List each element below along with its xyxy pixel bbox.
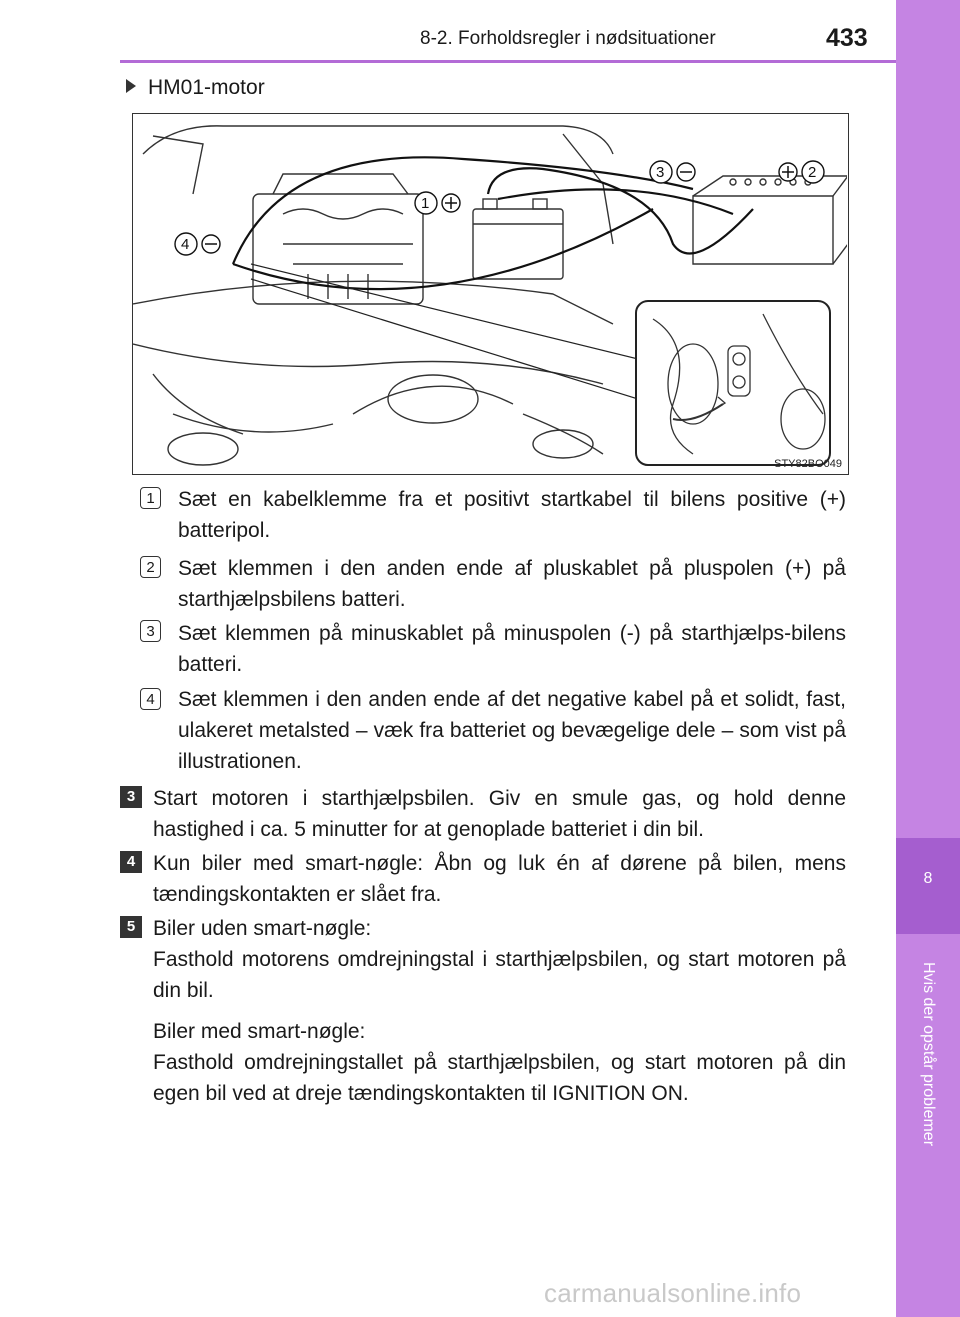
triangle-bullet-icon xyxy=(126,79,136,93)
step-line: Biler uden smart-nøgle: xyxy=(153,917,372,940)
callout-2: 2 xyxy=(808,164,817,181)
callout-4: 4 xyxy=(181,236,190,253)
header-rule xyxy=(120,60,896,63)
chapter-number: 8 xyxy=(923,870,933,887)
step-line: Fasthold motorens omdrejningstal i starthjælpsbilen, og start motoren på din bil. xyxy=(153,948,846,1002)
jump-start-illustration xyxy=(132,113,849,475)
engine-bay-drawing xyxy=(133,114,847,473)
substep-badge: 1 xyxy=(140,487,161,509)
watermark: carmanualsonline.info xyxy=(544,1278,802,1308)
page-number: 433 xyxy=(826,24,868,52)
step-text: Kun biler med smart-nøgle: Åbn og luk én af dørene på bilen, mens tændingskontakten er slået fra. xyxy=(153,852,846,906)
step-badge: 4 xyxy=(120,851,142,873)
step-badge: 3 xyxy=(120,786,142,808)
step-line: Biler med smart-nøgle: xyxy=(153,1020,366,1043)
substep-badge: 4 xyxy=(140,688,161,710)
substep-text: Sæt klemmen på minuskablet på minuspolen (-) på starthjælps-bilens batteri. xyxy=(178,622,846,676)
step-badge: 5 xyxy=(120,916,142,938)
subheading-text: HM01-motor xyxy=(148,76,265,99)
callout-3: 3 xyxy=(656,164,665,181)
step-text: Start motoren i starthjælpsbilen. Giv en smule gas, og hold denne hastighed i ca. 5 minutter for at genoplade batteriet i din bil. xyxy=(153,787,846,841)
substep-text: Sæt klemmen i den anden ende af pluskablet på pluspolen (+) på starthjælpsbilens batteri. xyxy=(178,557,846,611)
callout-1: 1 xyxy=(421,195,430,212)
substep-badge: 2 xyxy=(140,556,161,578)
step-text xyxy=(153,913,846,1109)
substep-badge: 3 xyxy=(140,620,161,642)
section-title: 8-2. Forholdsregler i nødsituationer xyxy=(420,28,716,49)
substep-text: Sæt en kabelklemme fra et positivt startkabel til bilens positive (+) batteripol. xyxy=(178,488,846,542)
chapter-title: Hvis der opstår problemer xyxy=(920,961,937,1147)
step-line: Fasthold omdrejningstallet på starthjælpsbilen, og start motoren på din egen bil ved at dreje tændingskontakten til IGNITION ON. xyxy=(153,1051,846,1105)
subheading xyxy=(126,76,265,100)
figure-code: STY82BO049 xyxy=(774,458,842,470)
substep-text: Sæt klemmen i den anden ende af det negative kabel på et solidt, fast, ulakeret metalsted – væk fra batteriet og bevægelige dele – som vist på illustrationen. xyxy=(178,688,846,773)
